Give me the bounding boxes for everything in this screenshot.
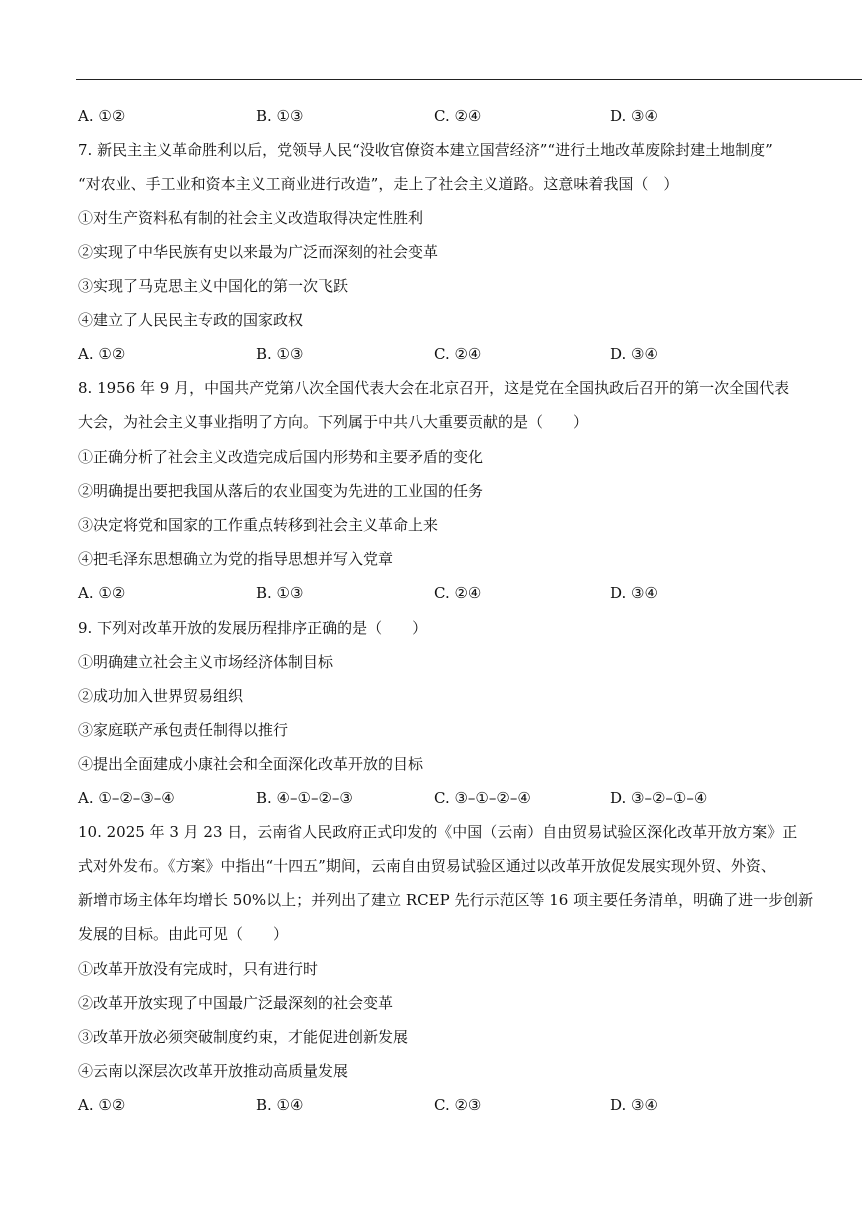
q10-stem-line-4: 发展的目标。由此可见（ ） <box>78 925 289 943</box>
q7-stem-line-2: “对农业、手工业和资本主义工商业进行改造”，走上了社会主义道路。这意味着我国（ ） <box>78 175 679 193</box>
q10-stem-line-1: 10. 2025 年 3 月 23 日，云南省人民政府正式印发的《中国（云南）自由贸易试验区深化改革开放方案》正 <box>78 823 798 841</box>
q8-stem-line-1: 8. 1956 年 9 月，中国共产党第八次全国代表大会在北京召开，这是党在全国执政后召开的第一次全国代表 <box>78 379 790 397</box>
q10-item-3: ③改革开放必须突破制度约束，才能促进创新发展 <box>78 1028 409 1046</box>
q7-option-a: A. ①② <box>78 345 126 363</box>
q7-option-b: B. ①③ <box>256 345 304 363</box>
q10-item-1: ①改革开放没有完成时，只有进行时 <box>78 960 319 978</box>
q7-item-1: ①对生产资料私有制的社会主义改造取得决定性胜利 <box>78 209 424 227</box>
q9-item-4: ④提出全面建成小康社会和全面深化改革开放的目标 <box>78 755 424 773</box>
q7-item-3: ③实现了马克思主义中国化的第一次飞跃 <box>78 277 349 295</box>
q6-option-c: C. ②④ <box>434 107 482 125</box>
q8-stem-line-2: 大会，为社会主义事业指明了方向。下列属于中共八大重要贡献的是（ ） <box>78 413 589 431</box>
q10-item-2: ②改革开放实现了中国最广泛最深刻的社会变革 <box>78 994 394 1012</box>
q9-options <box>78 788 778 808</box>
q9-item-3: ③家庭联产承包责任制得以推行 <box>78 721 289 739</box>
q10-options <box>78 1095 778 1115</box>
q9-item-1: ①明确建立社会主义市场经济体制目标 <box>78 653 334 671</box>
q10-stem-line-2: 式对外发布。《方案》中指出“十四五”期间，云南自由贸易试验区通过以改革开放促发展实现外贸、外资、 <box>78 857 776 875</box>
q8-item-2: ②明确提出要把我国从落后的农业国变为先进的工业国的任务 <box>78 482 484 500</box>
q8-option-c: C. ②④ <box>434 584 482 602</box>
q7-item-4: ④建立了人民民主专政的国家政权 <box>78 311 304 329</box>
q9-option-c: C. ③–①–②–④ <box>434 789 531 807</box>
q9-stem-line-1: 9. 下列对改革开放的发展历程排序正确的是（ ） <box>78 619 428 637</box>
q6-option-b: B. ①③ <box>256 107 304 125</box>
q7-option-d: D. ③④ <box>610 345 658 363</box>
q10-option-b: B. ①④ <box>256 1096 304 1114</box>
q9-item-2: ②成功加入世界贸易组织 <box>78 687 244 705</box>
q7-item-2: ②实现了中华民族有史以来最为广泛而深刻的社会变革 <box>78 243 439 261</box>
q8-options <box>78 583 778 603</box>
q10-option-d: D. ③④ <box>610 1096 658 1114</box>
header-rule <box>76 79 862 80</box>
q10-item-4: ④云南以深层次改革开放推动高质量发展 <box>78 1062 349 1080</box>
q6-option-a: A. ①② <box>78 107 126 125</box>
q8-option-a: A. ①② <box>78 584 126 602</box>
q10-option-c: C. ②③ <box>434 1096 482 1114</box>
q6-options <box>78 106 778 126</box>
q8-item-3: ③决定将党和国家的工作重点转移到社会主义革命上来 <box>78 516 439 534</box>
q8-item-4: ④把毛泽东思想确立为党的指导思想并写入党章 <box>78 550 394 568</box>
q9-option-b: B. ④–①–②–③ <box>256 789 353 807</box>
q7-options <box>78 344 778 364</box>
q8-option-b: B. ①③ <box>256 584 304 602</box>
q7-option-c: C. ②④ <box>434 345 482 363</box>
q6-option-d: D. ③④ <box>610 107 658 125</box>
q7-stem-line-1: 7. 新民主主义革命胜利以后，党领导人民“没收官僚资本建立国营经济”“进行土地改革废除封建土地制度” <box>78 141 773 159</box>
q10-stem-line-3: 新增市场主体年均增长 50%以上；并列出了建立 RCEP 先行示范区等 16 项主要任务清单，明确了进一步创新 <box>78 891 814 909</box>
q9-option-a: A. ①–②–③–④ <box>78 789 175 807</box>
q8-item-1: ①正确分析了社会主义改造完成后国内形势和主要矛盾的变化 <box>78 448 484 466</box>
q9-option-d: D. ③–②–①–④ <box>610 789 708 807</box>
q8-option-d: D. ③④ <box>610 584 658 602</box>
q10-option-a: A. ①② <box>78 1096 126 1114</box>
